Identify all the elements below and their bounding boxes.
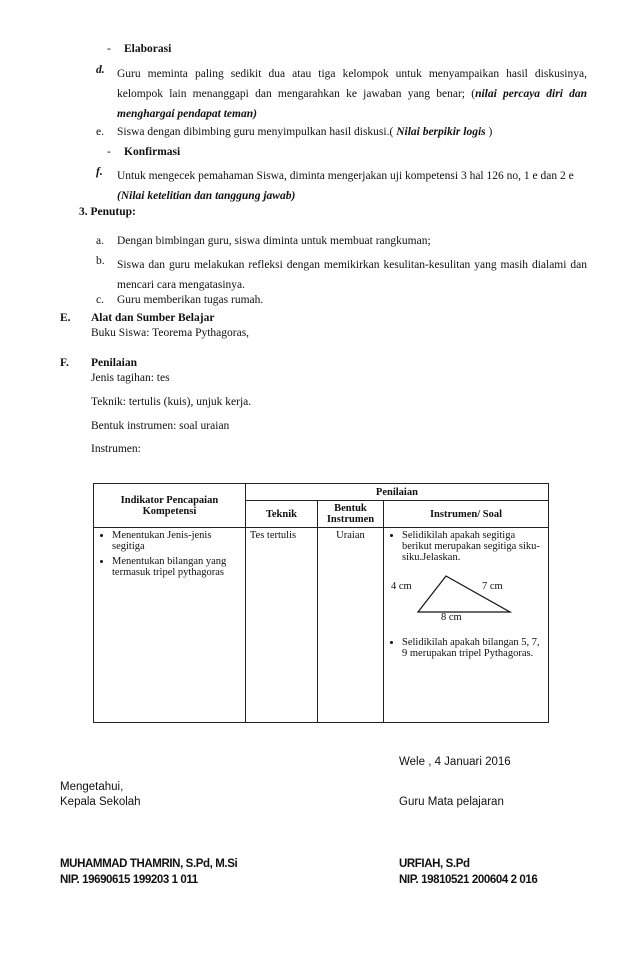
- header-bentuk: Bentuk Instrumen: [317, 501, 383, 528]
- item-d-text: Guru meminta paling sedikit dua atau tiga kelompok untuk menyampaikan hasil diskusinya, kelompok lain menanggapi dan mengarahkan ke jawaban yang benar; (: [117, 68, 587, 100]
- elaborasi-heading: Elaborasi: [124, 43, 172, 55]
- left-role: Kepala Sekolah: [60, 796, 141, 808]
- triangle-figure: [388, 567, 544, 637]
- question-2: • Selidikilah apakah bilangan 5, 7, 9 merupakan tripel Pythagoras.: [402, 637, 544, 659]
- indicator-item: • Menentukan bilangan yang termasuk tripel pythagoras: [112, 556, 241, 578]
- konfirmasi-heading: Konfirmasi: [124, 146, 181, 158]
- item-d-value: nilai percaya diri dan menghargai pendapat teman): [117, 88, 588, 120]
- triangle-bottom-label: 8 cm: [441, 612, 462, 623]
- section-f-letter: F.: [60, 357, 69, 369]
- section-f-line-teknik: Teknik: tertulis (kuis), unjuk kerja.: [91, 396, 252, 408]
- cell-instrumen: [384, 528, 549, 723]
- triangle-right-label: 7 cm: [482, 581, 503, 592]
- section-e-letter: E.: [60, 312, 71, 324]
- right-signatory-name: URFIAH, S.Pd: [399, 858, 470, 870]
- section-f-line-bentuk: Bentuk instrumen: soal uraian: [91, 420, 230, 432]
- left-signatory-name: MUHAMMAD THAMRIN, S.Pd, M.Si: [60, 858, 238, 870]
- section-f-line-jenis: Jenis tagihan: tes: [91, 372, 170, 384]
- item-e-text: Siswa dengan dibimbing guru menyimpulkan hasil diskusi.(: [117, 126, 394, 138]
- item-e-letter: e.: [96, 126, 104, 138]
- item-f-text: Untuk mengecek pemahaman Siswa, diminta mengerjakan uji kompetensi 3 hal 126 no, 1 e dan 2 e: [117, 170, 574, 182]
- indicator-item: • Menentukan Jenis-jenis segitiga: [112, 530, 241, 552]
- item-e-value: Nilai berpikir logis: [396, 126, 486, 138]
- item-e-close: ): [488, 126, 493, 138]
- question-1: • Selidikilah apakah segitiga berikut merupakan segitiga siku-siku.Jelaskan.: [402, 530, 544, 563]
- item-d-letter: d.: [96, 64, 105, 76]
- assessment-table: [93, 483, 549, 723]
- triangle-diagram: [416, 572, 566, 624]
- header-indicator: Indikator Pencapaian Kompetensi: [94, 484, 246, 528]
- penutup-heading: 3. Penutup:: [79, 206, 136, 218]
- elaborasi-dash: -: [107, 43, 111, 55]
- cell-indicators: [94, 528, 246, 723]
- left-signatory-nip: NIP. 19690615 199203 1 011: [60, 874, 198, 886]
- place-date: Wele , 4 Januari 2016: [399, 756, 511, 768]
- cell-teknik: Tes tertulis: [245, 528, 317, 723]
- header-penilaian: Penilaian: [245, 484, 548, 501]
- section-e-title: Alat dan Sumber Belajar: [91, 312, 215, 324]
- header-teknik: Teknik: [245, 501, 317, 528]
- item-f-paragraph: [117, 166, 592, 206]
- closing-b-text: Siswa dan guru melakukan refleksi dengan memikirkan kesulitan-kesulitan yang masih dialami dan mencari cara mengatasinya.: [117, 259, 587, 291]
- closing-c-letter: c.: [96, 294, 104, 306]
- konfirmasi-dash: -: [107, 146, 111, 158]
- item-f-letter: f.: [96, 166, 103, 178]
- closing-a-letter: a.: [96, 235, 104, 247]
- item-d-paragraph: [117, 64, 587, 124]
- item-f-value: (Nilai ketelitian dan tanggung jawab): [117, 190, 296, 202]
- section-f-title: Penilaian: [91, 357, 138, 369]
- mengetahui-label: Mengetahui,: [60, 781, 124, 793]
- section-f-line-instrumen: Instrumen:: [91, 443, 141, 455]
- table-row: [94, 528, 549, 723]
- section-e-body: Buku Siswa: Teorema Pythagoras,: [91, 327, 250, 339]
- closing-c-text: Guru memberikan tugas rumah.: [117, 294, 264, 306]
- cell-bentuk: Uraian: [317, 528, 383, 723]
- right-role: Guru Mata pelajaran: [399, 796, 504, 808]
- closing-a-text: Dengan bimbingan guru, siswa diminta untuk membuat rangkuman;: [117, 235, 431, 247]
- item-e-paragraph: [117, 126, 587, 138]
- right-signatory-nip: NIP. 19810521 200604 2 016: [399, 874, 538, 886]
- triangle-left-label: 4 cm: [391, 581, 412, 592]
- closing-b-letter: b.: [96, 255, 105, 267]
- header-instrumen: Instrumen/ Soal: [384, 501, 549, 528]
